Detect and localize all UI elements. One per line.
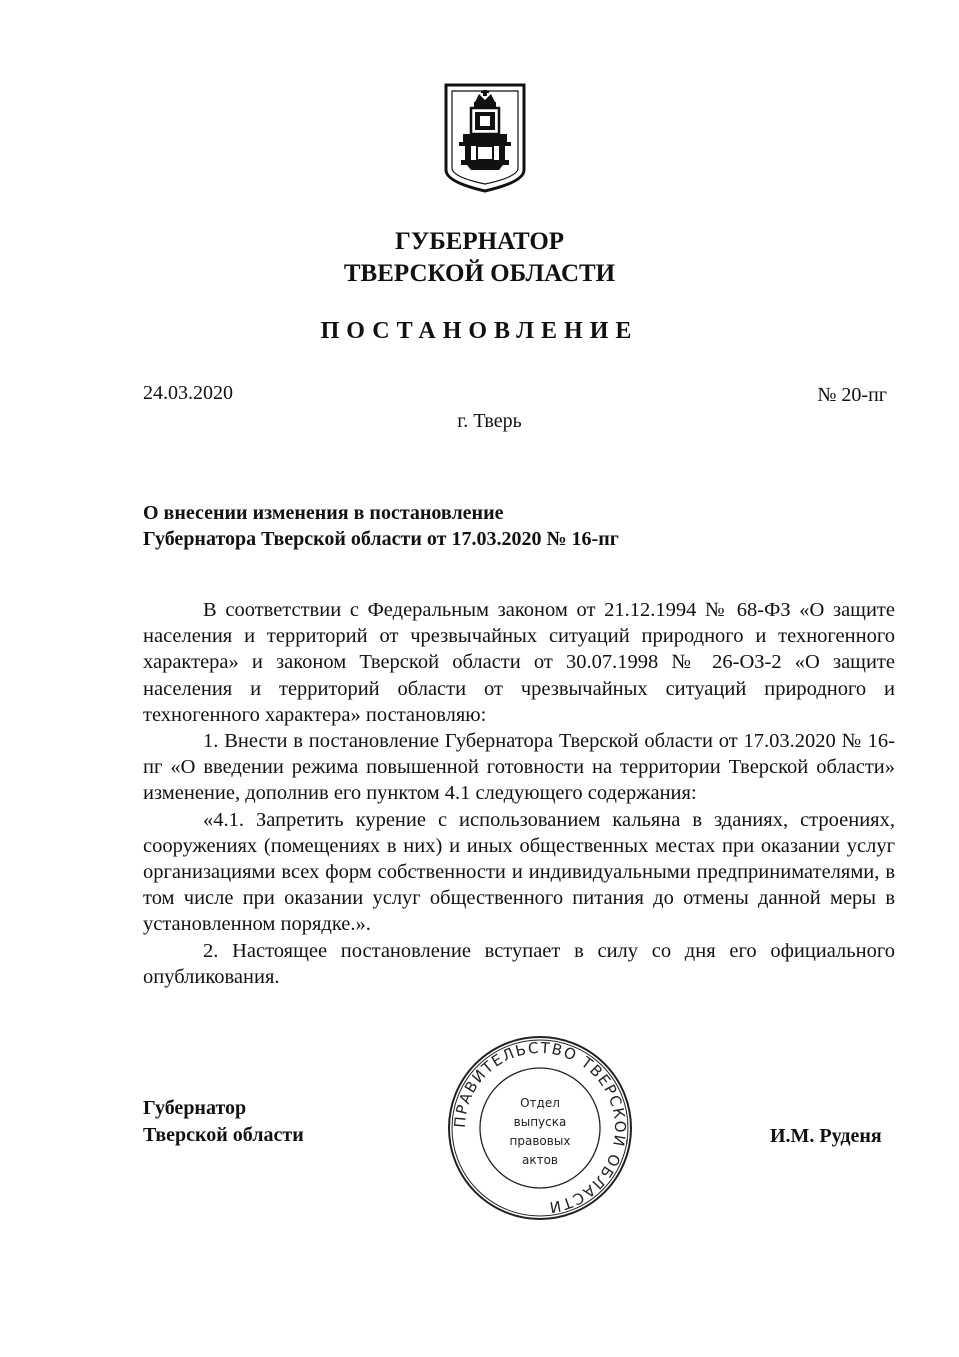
seal-ring-text: ПРАВИТЕЛЬСТВО ТВЕРСКОЙ ОБЛАСТИ [450, 1038, 630, 1217]
document-number: № 20-пг [817, 384, 887, 406]
body-paragraph-4-1: «4.1. Запретить курение с использованием кальяна в зданиях, строениях, сооружениях (помещениях в них) и иных общественных местах при оказании услуг организациями всех форм собственности и индивидуальными предпринимателями, в том числе при оказании услуг общественного питания до отмены данной меры в установленном порядке.». [143, 808, 895, 936]
body-paragraph-2: 2. Настоящее постановление вступает в силу со дня его официального опубликования. [143, 939, 895, 988]
document-date: 24.03.2020 [143, 382, 233, 404]
signatory-position-line-1: Губернатор [143, 1097, 247, 1119]
authority-line-2: ТВЕРСКОЙ ОБЛАСТИ [343, 260, 616, 287]
document-type: ПОСТАНОВЛЕНИЕ [320, 318, 639, 344]
seal-center-line-4: актов [521, 1153, 559, 1167]
authority-line-1: ГУБЕРНАТОР [394, 228, 565, 255]
subject-line-1: О внесении изменения в постановление [143, 502, 504, 524]
document-city: г. Тверь [457, 410, 522, 432]
body-paragraph-preamble: В соответствии с Федеральным законом от 21.12.1994 № 68-ФЗ «О защите населения и территорий от чрезвычайных ситуаций природного и техногенного характера» и законом Тверской области от 30.07.1998 № 26-ОЗ-2 «О защите населения и территорий области от чрезвычайных ситуаций природного и техногенного характера» постановляю: [143, 599, 895, 726]
document-body [143, 597, 895, 990]
signatory-name: И.М. Руденя [770, 1125, 882, 1147]
seal-center-line-1: Отдел [520, 1096, 560, 1110]
seal-center-line-2: выпуска [513, 1115, 567, 1129]
document-subject [143, 500, 843, 552]
subject-line-2: Губернатора Тверской области от 17.03.2020 № 16-пг [143, 528, 619, 550]
signatory-position [143, 1095, 304, 1149]
official-seal [445, 1033, 635, 1223]
body-paragraph-1: 1. Внести в постановление Губернатора Тверской области от 17.03.2020 № 16-пг «О введении режима повышенной готовности на территории Тверской области» изменение, дополнив его пунктом 4.1 следующего содержания: [143, 730, 895, 805]
seal-center-line-3: правовых [509, 1134, 571, 1148]
signatory-position-line-2: Тверской области [143, 1124, 304, 1146]
tver-coat-of-arms-icon [443, 82, 527, 194]
